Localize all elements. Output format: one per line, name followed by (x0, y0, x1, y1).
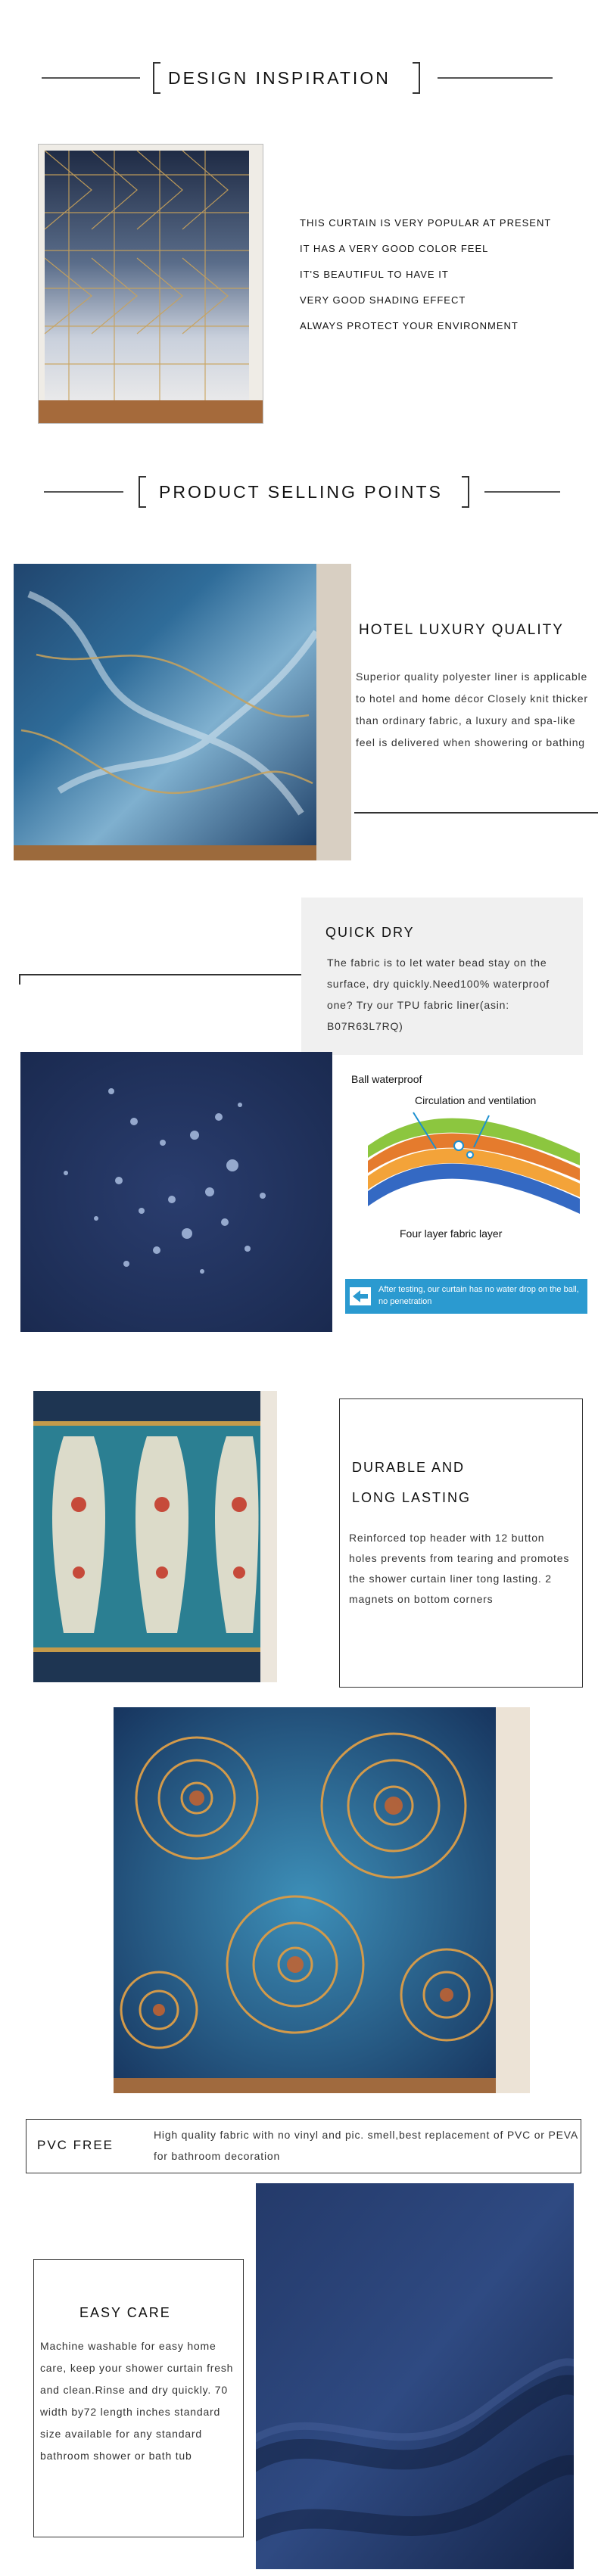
quick-dry-text: The fabric is to let water bead stay on the surface, dry quickly.Need100% waterproof one? Try our TPU fabric liner(asin: B07R63L7RQ) (327, 957, 550, 1032)
water-drops-fabric-image (20, 1052, 332, 1332)
circulation-label: Circulation and ventilation (415, 1094, 537, 1106)
section-title: DESIGN INSPIRATION (168, 68, 391, 88)
marble-curtain-image (14, 564, 351, 860)
product-selling-points-heading (0, 473, 598, 511)
arrow-left-icon (350, 1287, 371, 1305)
design-inspiration-heading (0, 59, 598, 97)
easy-care-title: EASY CARE (79, 2305, 171, 2320)
durable-info-box (339, 1398, 583, 1688)
hotel-luxury-text: Superior quality polyester liner is applicable to hotel and home décor Closely knit thicker than ordinary fabric, a luxury and spa-like feel is delivered when showering or bathing (356, 670, 588, 748)
durable-title-line: DURABLE AND (352, 1460, 466, 1475)
divider-line (42, 77, 140, 79)
pvc-free-title: PVC FREE (37, 2138, 114, 2152)
waterproof-layers-diagram (345, 1062, 587, 1350)
durable-title (352, 1452, 471, 1513)
layer-label: Four layer fabric layer (400, 1227, 503, 1240)
divider-line (438, 77, 553, 79)
pvc-free-box (26, 2119, 581, 2173)
design-line: ALWAYS PROTECT YOUR ENVIRONMENT (300, 320, 519, 331)
divider-line (19, 974, 301, 975)
easy-care-text: Machine washable for easy home care, keep your shower curtain fresh and clean.Rinse and dry quickly. 70 width by72 length inches standard size available for any standard bathroom shower or bath tub (40, 2340, 234, 2462)
design-inspiration-list (300, 210, 587, 339)
design-line: VERY GOOD SHADING EFFECT (300, 294, 466, 306)
moroccan-curtain-image (33, 1391, 277, 1682)
durable-title-line: LONG LASTING (352, 1490, 472, 1505)
test-result-banner (345, 1279, 587, 1314)
pvc-free-text: High quality fabric with no vinyl and pic. smell,best replacement of PVC or PEVA for bathroom decoration (154, 2129, 578, 2162)
design-line: THIS CURTAIN IS VERY POPULAR AT PRESENT (300, 217, 552, 229)
ball-waterproof-label: Ball waterproof (351, 1073, 422, 1085)
hotel-luxury-title: HOTEL LUXURY QUALITY (359, 622, 564, 638)
mandala-curtain-image (114, 1707, 530, 2093)
divider-line (19, 974, 20, 985)
bracket-left (153, 62, 160, 94)
navy-fabric-image (256, 2183, 574, 2569)
durable-text: Reinforced top header with 12 button holes prevents from tearing and promotes the shower curtain liner tong lasting. 2 magnets on bottom corners (349, 1532, 570, 1605)
divider-line (354, 812, 598, 814)
fabric-layers-graphic (360, 1108, 587, 1237)
bracket-right (462, 476, 469, 508)
design-line: IT'S BEAUTIFUL TO HAVE IT (300, 269, 449, 280)
divider-line (44, 491, 123, 493)
divider-line (484, 491, 560, 493)
bracket-right (413, 62, 420, 94)
section-title: PRODUCT SELLING POINTS (159, 482, 443, 502)
easy-care-box (33, 2259, 244, 2537)
quick-dry-title: QUICK DRY (325, 925, 415, 940)
design-line: IT HAS A VERY GOOD COLOR FEEL (300, 243, 489, 254)
bracket-left (139, 476, 146, 508)
test-result-text: After testing, our curtain has no water drop on the ball, no penetration (378, 1285, 579, 1306)
geometric-curtain-image (38, 144, 263, 424)
